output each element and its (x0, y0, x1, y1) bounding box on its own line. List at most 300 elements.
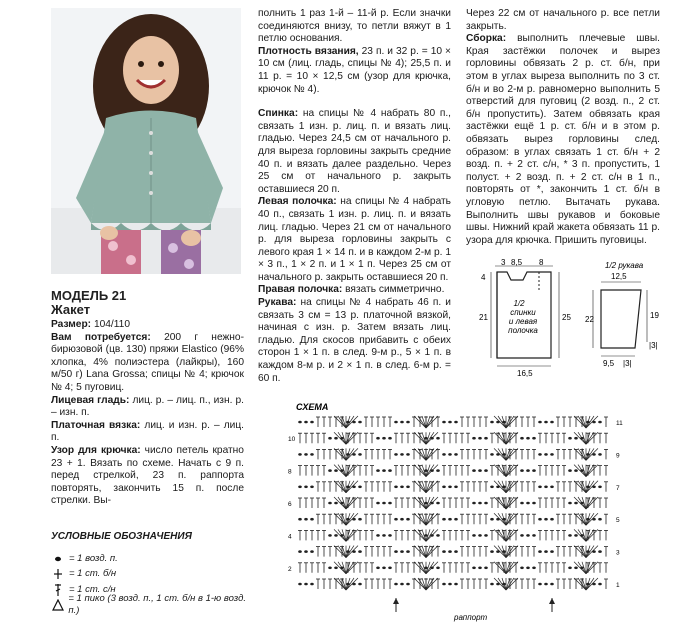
chain-stitch (454, 518, 458, 521)
chain-stitch (388, 567, 392, 570)
chain-stitch (334, 469, 338, 472)
piece-label-1: 1/2 (513, 299, 525, 308)
chain-stitch (310, 550, 314, 553)
row-number: 7 (616, 484, 620, 492)
chain-stitch (538, 421, 542, 424)
chain-stitch (520, 437, 524, 440)
fan-stitch (426, 481, 434, 493)
schema-row (298, 465, 608, 477)
chain-stitch (304, 518, 308, 521)
chain-stitch (574, 534, 578, 537)
fan-stitch (578, 529, 586, 541)
right-front-value: вязать симметрично. (345, 284, 445, 296)
chain-stitch (448, 550, 452, 553)
schema-row (298, 481, 608, 493)
fan-stitch (418, 578, 426, 590)
chain-stitch (442, 453, 446, 456)
chain-stitch (304, 486, 308, 489)
chain-stitch (406, 421, 410, 424)
chain-stitch (490, 518, 494, 521)
chain-stitch (574, 502, 578, 505)
chain-stitch (382, 502, 386, 505)
chain-stitch (376, 534, 380, 537)
sleeve-side-3: |3| (649, 341, 658, 350)
chain-stitch (328, 567, 332, 570)
stockinette-label: Лицевая гладь: (51, 394, 130, 406)
materials-paragraph (51, 332, 244, 395)
row-number: 11 (616, 420, 623, 427)
chain-stitch (526, 502, 530, 505)
column-2 (258, 8, 451, 385)
dim-bottom: 16,5 (517, 369, 533, 378)
chain-stitch (532, 567, 536, 570)
chain-stitch (550, 583, 554, 586)
dim-side-2: 21 (479, 313, 488, 322)
legend-picot-text: = 1 пико (3 возд. п., 1 ст. б/н в 1-ю возд. п.) (68, 593, 246, 617)
sleeves-value: на спицы № 4 набрать 46 п. и связать 3 см = 13 р. платочной вязкой, начиная с изн. р. Затем вязать лиц. гладью. Для скосов прибавить с обеих сторон 1 × 1 п. в след. 9-м р., 5 × 1 п. в каждом 8-м р. и 2 × 1 п. в след. 6-м р. = 60 п. (258, 297, 451, 384)
chain-stitch (478, 469, 482, 472)
chain-stitch (310, 453, 314, 456)
fan-stitch (578, 562, 586, 574)
chain-stitch (490, 486, 494, 489)
chain-stitch (406, 550, 410, 553)
fan-stitch (418, 546, 426, 558)
chain-stitch (298, 486, 302, 489)
chain-stitch (478, 567, 482, 570)
chain-stitch (472, 469, 476, 472)
chain-stitch (520, 534, 524, 537)
density-label: Плотность вязания, (258, 45, 359, 57)
chain-stitch (310, 421, 314, 424)
density-paragraph (258, 46, 451, 96)
fan-stitch (586, 529, 594, 541)
chain-stitch (388, 534, 392, 537)
chain-stitch (568, 534, 572, 537)
sleeve-top: 12,5 (611, 272, 627, 281)
chain-stitch (394, 583, 398, 586)
chain-stitch (400, 518, 404, 521)
chain-stitch (532, 469, 536, 472)
chain-stitch (550, 453, 554, 456)
chain-stitch (538, 550, 542, 553)
chain-stitch (478, 534, 482, 537)
chain-stitch (436, 437, 440, 440)
fan-stitch (586, 497, 594, 509)
chain-stitch (532, 502, 536, 505)
chain-stitch (358, 421, 362, 424)
chain-stitch (490, 453, 494, 456)
chain-stitch (358, 453, 362, 456)
column-3 (466, 8, 660, 247)
chain-stitch (550, 518, 554, 521)
sleeve-bottom-2: |3| (623, 359, 632, 368)
schema-row (298, 578, 608, 590)
right-front-label: Правая полочка: (258, 284, 343, 296)
chain-stitch (598, 550, 602, 553)
fan-stitch (578, 432, 586, 444)
chain-stitch (478, 437, 482, 440)
chain-stitch (532, 534, 536, 537)
row-number: 3 (616, 549, 620, 557)
left-front-label: Левая полочка: (258, 196, 337, 208)
schema-row (298, 416, 608, 428)
chain-stitch (598, 518, 602, 521)
fan-stitch (586, 562, 594, 574)
chain-stitch (376, 437, 380, 440)
chain-stitch (304, 453, 308, 456)
dc-icon (51, 583, 65, 597)
chain-stitch (448, 583, 452, 586)
chain-stitch (520, 469, 524, 472)
size-value: 104/110 (93, 319, 131, 330)
chain-stitch (448, 453, 452, 456)
chain-stitch (526, 437, 530, 440)
chain-stitch (442, 486, 446, 489)
chain-stitch (334, 437, 338, 440)
garter-paragraph (51, 420, 244, 445)
density-value: 23 п. и 32 р. = 10 × 10 см (лиц. гладь, спицы № 4); 25,5 п. и 11 р. = 10 × 12,5 см (узор для крючка, крючок № 4). (258, 45, 451, 95)
fan-stitch (426, 546, 434, 558)
row-number: 9 (616, 452, 620, 460)
row-number: 4 (288, 533, 292, 541)
legend-dc-text: = 1 ст. с/н (69, 583, 116, 595)
chain-stitch (328, 502, 332, 505)
repeat-arrow-right-head (549, 598, 555, 604)
chain-stitch (484, 469, 488, 472)
chain-stitch (388, 469, 392, 472)
fan-stitch (338, 497, 346, 509)
chain-stitch (538, 486, 542, 489)
dim-side-3: 25 (562, 313, 571, 322)
dim-top-3: 8 (539, 258, 544, 267)
chain-stitch (532, 437, 536, 440)
chain-stitch (574, 567, 578, 570)
chain-stitch (484, 502, 488, 505)
fan-stitch (418, 481, 426, 493)
chain-stitch (598, 486, 602, 489)
chain-stitch (388, 502, 392, 505)
assembly-label: Сборка: (466, 33, 507, 45)
chain-stitch (442, 583, 446, 586)
chain-stitch (298, 583, 302, 586)
chain-stitch (442, 518, 446, 521)
chain-stitch (376, 502, 380, 505)
fan-stitch (578, 465, 586, 477)
chain-stitch (526, 567, 530, 570)
chain-stitch (454, 453, 458, 456)
chain-stitch (394, 486, 398, 489)
chain-stitch (454, 550, 458, 553)
chain-stitch (526, 534, 530, 537)
dim-side-1: 4 (481, 273, 486, 282)
sleeve-outline (601, 290, 641, 348)
fan-stitch (426, 578, 434, 590)
model-subtitle: Жакет (51, 302, 91, 317)
fan-stitch (346, 562, 354, 574)
schema-row (298, 448, 608, 460)
size-label: Размер: (51, 319, 92, 330)
chain-stitch (406, 583, 410, 586)
schema-row (298, 529, 608, 541)
legend-item-picot (51, 593, 251, 617)
chain-stitch (436, 469, 440, 472)
legend-item-chain (51, 551, 251, 567)
chain-stitch (538, 518, 542, 521)
chain-stitch (298, 518, 302, 521)
chain-stitch (598, 421, 602, 424)
back-label: Спинка: (258, 108, 299, 120)
chain-stitch (310, 518, 314, 521)
chain-stitch (358, 583, 362, 586)
chain-stitch (598, 583, 602, 586)
chain-stitch (436, 502, 440, 505)
dim-top-2: 8,5 (511, 258, 523, 267)
fan-stitch (338, 465, 346, 477)
fan-stitch (426, 513, 434, 525)
chain-stitch (358, 486, 362, 489)
schema-rows (298, 416, 608, 590)
fan-stitch (346, 529, 354, 541)
size-paragraph (51, 319, 244, 332)
chain-stitch (298, 550, 302, 553)
chain-stitch (574, 437, 578, 440)
chain-stitch (400, 421, 404, 424)
chain-stitch (478, 502, 482, 505)
fan-stitch (418, 448, 426, 460)
garter-value: лиц. и изн. р. – лиц. п. (51, 419, 244, 444)
assembly-paragraph (466, 33, 660, 247)
chain-stitch (520, 502, 524, 505)
fan-stitch (426, 416, 434, 428)
schema-row-numbers (288, 420, 623, 589)
fan-stitch (418, 513, 426, 525)
chain-stitch (544, 486, 548, 489)
crochet-label: Узор для крючка: (51, 444, 141, 456)
chain-stitch (304, 421, 308, 424)
chain-stitch (568, 469, 572, 472)
fan-stitch (338, 432, 346, 444)
sleeves-label: Рукава: (258, 297, 297, 309)
chain-stitch (334, 534, 338, 537)
chain-stitch (394, 453, 398, 456)
chain-stitch (334, 567, 338, 570)
row-number: 2 (288, 565, 292, 573)
chain-stitch (394, 518, 398, 521)
chain-stitch (448, 421, 452, 424)
back-value: на спицы № 4 набрать 80 п., связать 1 изн. р. лиц. п. и вязать лиц. гладью. Через 24,5 см от начального р. для выреза горловины закрыть средние 40 п. и вязать далее раздельно. Через 25 см от начального р. закрыть оставшиеся 20 п. (258, 108, 451, 195)
col2-intro: полнить 1 раз 1-й – 11-й р. Если значки соединяются внизу, то петли вяжут в 1 петлю основания. (258, 8, 451, 45)
chain-stitch (406, 453, 410, 456)
back-paragraph (258, 108, 451, 196)
fan-stitch (498, 432, 506, 444)
crochet-paragraph (51, 445, 244, 508)
col3-intro: Через 22 см от начального р. все петли закрыть. (466, 8, 660, 32)
fan-stitch (586, 432, 594, 444)
chain-stitch (598, 453, 602, 456)
fan-stitch (498, 529, 506, 541)
chain-stitch (388, 437, 392, 440)
chain-stitch (436, 567, 440, 570)
chain-stitch (490, 583, 494, 586)
crochet-value: число петель кратно 23 + 1. Вязать по схеме. Начать с 9 п. перед стрелкой, 23 п. раппорта повторять, закончить 15 п. после стрелки. Вы- (51, 444, 244, 507)
chain-stitch (448, 486, 452, 489)
model-photo (51, 8, 241, 274)
chain-stitch (454, 421, 458, 424)
schema-row (298, 546, 608, 558)
chain-stitch (358, 550, 362, 553)
repeat-arrow-left-head (393, 598, 399, 604)
chain-stitch (334, 502, 338, 505)
chain-stitch (520, 567, 524, 570)
stockinette-value: лиц. р. – лиц. п., изн. р. – изн. п. (51, 394, 244, 419)
chain-stitch (550, 486, 554, 489)
sleeve-side-2: 19 (650, 311, 659, 320)
left-front-value: на спицы № 4 набрать 40 п., связать 1 изн. р. лиц. п. и вязать лиц. гладью. Через 21 см от начального р. для выреза горловины закрыть с левого края 1 × 14 п. и в каждом 2-м р. 1 × 3 п., 1 × 2 п. и 1 × 1 п. Через 25 см от начального р. закрыть оставшиеся 20 п. (258, 196, 451, 283)
chain-stitch (550, 421, 554, 424)
chain-stitch (472, 437, 476, 440)
chain-stitch (544, 518, 548, 521)
legend-item-sc (51, 567, 251, 583)
chain-stitch (376, 567, 380, 570)
chain-stitch (298, 453, 302, 456)
chain-stitch (400, 453, 404, 456)
model-title: МОДЕЛЬ 21 (51, 288, 127, 303)
piece-label-2: спинки (510, 308, 536, 317)
plus-icon (51, 568, 65, 580)
model-heading (51, 289, 126, 317)
fan-stitch (338, 562, 346, 574)
chain-stitch (454, 486, 458, 489)
legend-sc-text: = 1 ст. б/н (69, 568, 117, 580)
fan-stitch (498, 562, 506, 574)
fan-stitch (338, 529, 346, 541)
legend (51, 531, 251, 617)
piece-label-3: и левая (508, 317, 538, 326)
chain-stitch (544, 421, 548, 424)
piece-label-4: полочка (508, 326, 538, 335)
assembly-value: выполнить плечевые швы. Края застёжки полочек и вырез горловины обвязать 2 р. ст. б/н, при этом в углах выреза выполнить по 3 ст. б/н и во 2-м р. равномерно выполнить 5 отверстий для пуговиц (2 возд. п., 2 ст. б/н пропустить). Затем обвязать края застёжки ещё 1 р. ст. б/н и в этом р. обвязать вырез горловины след. образом: в углах связать 1 ст. б/н + 2 возд. п. + 2 ст. с/н, * 3 п. пропустить, 1 полуст. + 2 возд. п. + 2 ст. с/н в 1 п., повторять от *, закончить 1 ст. б/н в угловую петлю. Вытачать рукава. Выполнить швы рукавов и боковые швы. Нижний край жакета обвязать 11 р. узора для крючка. Пришить пуговицы. (466, 33, 660, 246)
chain-stitch (574, 469, 578, 472)
fan-stitch (426, 448, 434, 460)
chain-stitch (382, 534, 386, 537)
fan-stitch (498, 465, 506, 477)
chain-stitch (568, 567, 572, 570)
sleeve-pattern-diagram (585, 258, 665, 378)
materials-value: 200 г нежно-бирюзовой (цв. 130) пряжи Elastico (96% хлопка, 4% полиэстера (лайкры), 160 м/50 г) Lana Grossa; спицы № 4; крючок № 4; 5 пуговиц. (51, 331, 244, 393)
sleeve-bottom: 9,5 (603, 359, 615, 368)
chain-stitch (544, 453, 548, 456)
dim-top-1: 3 (501, 258, 506, 267)
schema-row (298, 432, 608, 444)
schema-row (298, 497, 608, 509)
chain-stitch (382, 437, 386, 440)
chain-stitch (310, 583, 314, 586)
fan-stitch (498, 497, 506, 509)
chain-stitch (442, 421, 446, 424)
fan-stitch (346, 465, 354, 477)
fan-stitch (578, 497, 586, 509)
schema-row (298, 562, 608, 574)
left-front-paragraph (258, 196, 451, 284)
chain-stitch (544, 583, 548, 586)
row-number: 8 (288, 468, 292, 476)
schema-row (298, 513, 608, 525)
chain-stitch (376, 469, 380, 472)
stockinette-paragraph (51, 395, 244, 420)
chain-stitch (406, 486, 410, 489)
chain-stitch (484, 534, 488, 537)
chain-stitch (304, 550, 308, 553)
chain-stitch (310, 486, 314, 489)
row-number: 10 (288, 436, 296, 444)
chain-stitch (400, 583, 404, 586)
chain-stitch (490, 550, 494, 553)
chain-stitch (382, 567, 386, 570)
body-pattern-diagram (465, 258, 575, 378)
chain-stitch (328, 437, 332, 440)
chain-stitch (568, 502, 572, 505)
chain-stitch (526, 469, 530, 472)
fan-stitch (586, 465, 594, 477)
chain-stitch (304, 583, 308, 586)
dot-icon (51, 554, 65, 564)
right-front-paragraph (258, 284, 451, 297)
chain-stitch (454, 583, 458, 586)
picot-icon (51, 599, 64, 611)
fan-stitch (418, 416, 426, 428)
chain-stitch (472, 502, 476, 505)
chain-stitch (472, 534, 476, 537)
column-1 (51, 319, 244, 508)
sleeve-side-1: 22 (585, 315, 594, 324)
chain-stitch (400, 550, 404, 553)
sleeve-title: 1/2 рукава (605, 261, 644, 270)
chain-stitch (490, 421, 494, 424)
chain-stitch (538, 453, 542, 456)
chain-stitch (358, 518, 362, 521)
legend-chain-text: = 1 возд. п. (69, 552, 118, 564)
row-number: 6 (288, 501, 292, 508)
chain-stitch (328, 534, 332, 537)
chain-stitch (298, 421, 302, 424)
repeat-label: раппорт (454, 613, 488, 622)
chain-stitch (538, 583, 542, 586)
materials-label: Вам потребуется: (51, 331, 151, 343)
chain-stitch (406, 518, 410, 521)
chain-stitch (550, 550, 554, 553)
chain-stitch (568, 437, 572, 440)
fan-stitch (346, 432, 354, 444)
chain-stitch (442, 550, 446, 553)
chain-stitch (484, 567, 488, 570)
chain-stitch (382, 469, 386, 472)
sleeves-paragraph (258, 297, 451, 385)
legend-heading: УСЛОВНЫЕ ОБОЗНАЧЕНИЯ (51, 531, 192, 542)
chain-stitch (328, 469, 332, 472)
row-number: 5 (616, 517, 620, 525)
chain-stitch (544, 550, 548, 553)
chain-stitch (400, 486, 404, 489)
crochet-schema (286, 400, 626, 625)
fan-stitch (346, 497, 354, 509)
row-number: 1 (616, 582, 620, 589)
schema-title: СХЕМА (296, 402, 329, 412)
garter-label: Платочная вязка: (51, 419, 141, 431)
chain-stitch (448, 518, 452, 521)
chain-stitch (472, 567, 476, 570)
chain-stitch (436, 534, 440, 537)
chain-stitch (394, 550, 398, 553)
